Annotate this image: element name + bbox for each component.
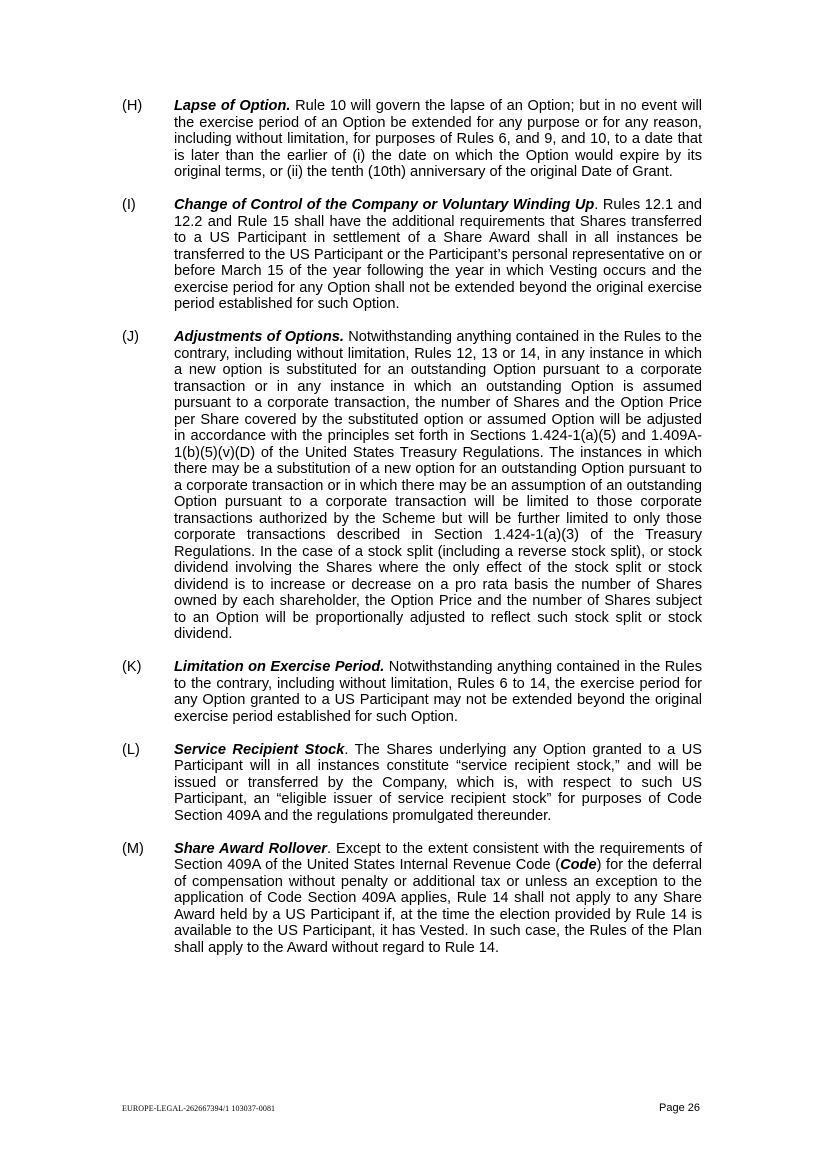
clause-l [122, 742, 702, 825]
clause-heading: Change of Control of the Company or Voluntary Winding Up [174, 197, 595, 213]
clause-heading: Lapse of Option. [174, 98, 291, 114]
defined-term: Code [560, 857, 597, 873]
clause-label: (L) [122, 741, 140, 758]
clause-label: (I) [122, 197, 136, 213]
clause-text: ) for the deferral of compensation without penalty or additional tax or unless an exception to the application of Code Section 409A applies, Rule 14 shall not apply to any Share Award held by a US Participant if, at the time the election provided by Rule 14 is available to the US Participant, it has Vested. In such case, the Rules of the Plan shall apply to the Award without regard to Rule 14. [174, 857, 702, 956]
clause-text: . Except to the extent consistent with the requirements of Section 409A of the United States Internal Revenue Code ( [174, 840, 702, 873]
clause-body [174, 98, 702, 181]
clause-m [122, 841, 702, 957]
clause-body [174, 329, 702, 643]
clause-list [122, 98, 702, 973]
clause-j [122, 329, 702, 643]
page-number: Page 26 [659, 1102, 700, 1114]
clause-label: (J) [122, 329, 140, 345]
clause-h [122, 98, 702, 181]
document-reference: EUROPE-LEGAL-262667394/1 103037-0081 [122, 1104, 276, 1113]
clause-heading: Share Award Rollover [174, 840, 327, 857]
clause-text: Rule 10 will govern the lapse of an Option; but in no event will the exercise period of an Option be extended for any purpose or for any reason, including without limitation, for purposes of Rules 6, and 9, and 10, to a date that is later than the earlier of (i) the date on which the Option would expire by its original terms, or (ii) the tenth (10th) anniversary of the original Date of Grant. [174, 98, 702, 180]
clause-body [174, 742, 702, 825]
clause-i [122, 197, 702, 313]
clause-label: (M) [122, 840, 144, 857]
clause-heading: Adjustments of Options. [174, 329, 344, 345]
clause-label: (H) [122, 98, 143, 114]
clause-body [174, 841, 702, 957]
clause-k [122, 659, 702, 725]
clause-heading: Limitation on Exercise Period. [174, 659, 385, 675]
clause-text: . The Shares underlying any Option granted to a US Participant will in all instances constitute “service recipient stock,” and will be issued or transferred by the Company, which is, with respect to such US Participant, an “eligible issuer of service recipient stock” for purposes of Code Section 409A and the regulations promulgated thereunder. [174, 741, 702, 824]
clause-text: Notwithstanding anything contained in the Rules to the contrary, including without limitation, Rules 12, 13 or 14, in any instance in which a new option is substituted for an outstanding Option pursuant to a corporate transaction or in any instance in which an outstanding Option is assumed pursuant to a corporate transaction, the number of Shares and the Option Price per Share covered by the substituted option or assumed Option will be adjusted in accordance with the principles set forth in Sections 1.424-1(a)(5) and 1.409A-1(b)(5)(v)(D) of the United States Treasury Regulations. The instances in which there may be a substitution of a new option for an outstanding Option pursuant to a corporate transaction or in which there may be an assumption of an outstanding Option pursuant to a corporate transaction will be limited to those corporate transactions authorized by the Scheme but will be further limited to only those corporate transactions described in Section 1.424-1(a)(3) of the Treasury Regulations. In the case of a stock split (including a reverse stock split), or stock dividend involving the Shares where the only effect of the stock split or stock dividend is to increase or decrease on a pro rata basis the number of Shares owned by each shareholder, the Option Price and the number of Shares subject to an Option will be proportionally adjusted to reflect such stock split or stock dividend. [174, 329, 702, 642]
clause-label: (K) [122, 659, 142, 675]
clause-text: Notwithstanding anything contained in the Rules to the contrary, including without limitation, Rules 6 to 14, the exercise period for any Option granted to a US Participant may not be extended beyond the original exercise period established for such Option. [174, 659, 703, 725]
clause-heading: Service Recipient Stock [174, 741, 345, 758]
clause-body [174, 659, 702, 725]
clause-text: . Rules 12.1 and 12.2 and Rule 15 shall have the additional requirements that Shares transferred to a US Participant in settlement of a Share Award shall in all instances be transferred to the US Participant or the Participant’s personal representative on or before March 15 of the year following the year in which Vesting occurs and the exercise period for any Option shall not be extended beyond the original exercise period established for such Option. [174, 197, 702, 312]
clause-body [174, 197, 702, 313]
